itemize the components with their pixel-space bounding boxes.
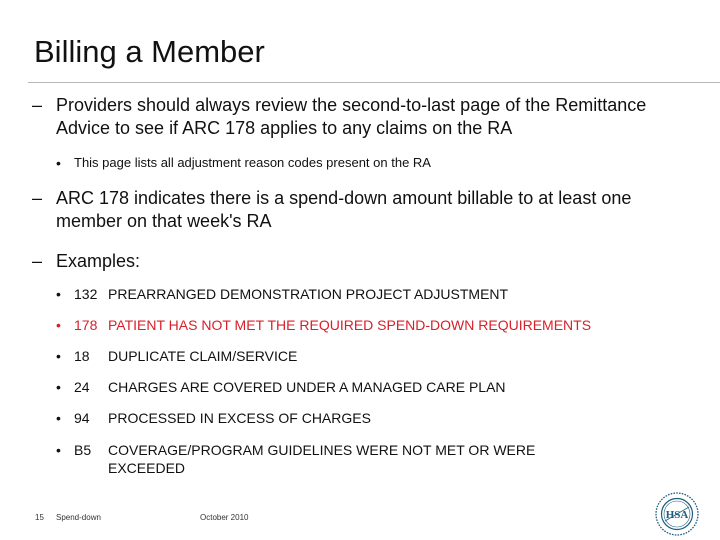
bullet-point-review-ra (32, 94, 656, 140)
adjustment-description: PROCESSED IN EXCESS OF CHARGES (108, 410, 371, 426)
sub-bullet-text: This page lists all adjustment reason codes present on the RA (74, 155, 431, 170)
dash-marker: – (32, 251, 43, 271)
example-code-178 (52, 316, 668, 334)
bullet-marker: • (56, 348, 61, 364)
dash-marker: – (32, 188, 43, 208)
footer-section: Spend-down (56, 513, 101, 522)
adjustment-code: 24 (74, 379, 90, 395)
bullet-marker: • (56, 317, 61, 333)
example-code-94 (52, 409, 668, 427)
sub-bullet-adjustment-codes (52, 154, 634, 172)
dash-marker: – (32, 95, 43, 115)
adjustment-code: B5 (74, 442, 92, 458)
slide-title: Billing a Member (34, 34, 265, 69)
logo-letters: HSA (665, 509, 689, 521)
bullet-marker: • (56, 379, 61, 395)
adjustment-description: DUPLICATE CLAIM/SERVICE (108, 348, 298, 364)
adjustment-code: 178 (74, 317, 98, 333)
footer-date: October 2010 (200, 513, 249, 522)
bullet-marker: • (56, 410, 61, 426)
title-divider (28, 82, 720, 83)
bullet-marker: • (56, 442, 61, 458)
example-code-132 (52, 285, 668, 303)
adjustment-code: 132 (74, 286, 98, 302)
adjustment-description: CHARGES ARE COVERED UNDER A MANAGED CARE PLAN (108, 379, 506, 395)
footer-page-number: 15 (35, 513, 44, 522)
adjustment-description: COVERAGE/PROGRAM GUIDELINES WERE NOT MET OR WERE EXCEEDED (108, 442, 536, 476)
example-code-24 (52, 378, 668, 396)
bullet-marker: • (56, 286, 61, 302)
bullet-point-examples (32, 250, 140, 273)
adjustment-description: PREARRANGED DEMONSTRATION PROJECT ADJUSTMENT (108, 286, 509, 302)
bullet-text: Providers should always review the second-to-last page of the Remittance Advice to see if ARC 178 applies to any claims on the RA (56, 95, 647, 138)
example-code-b5 (52, 441, 608, 477)
bullet-text: ARC 178 indicates there is a spend-down amount billable to at least one member on that week's RA (56, 188, 632, 231)
state-seal-logo-icon (654, 491, 700, 537)
bullet-marker: • (56, 155, 61, 171)
bullet-point-arc-178 (32, 187, 656, 233)
example-code-18 (52, 347, 668, 365)
adjustment-code: 18 (74, 348, 90, 364)
bullet-text: Examples: (56, 251, 141, 271)
adjustment-code: 94 (74, 410, 90, 426)
adjustment-description: PATIENT HAS NOT MET THE REQUIRED SPEND-DOWN REQUIREMENTS (108, 317, 592, 333)
